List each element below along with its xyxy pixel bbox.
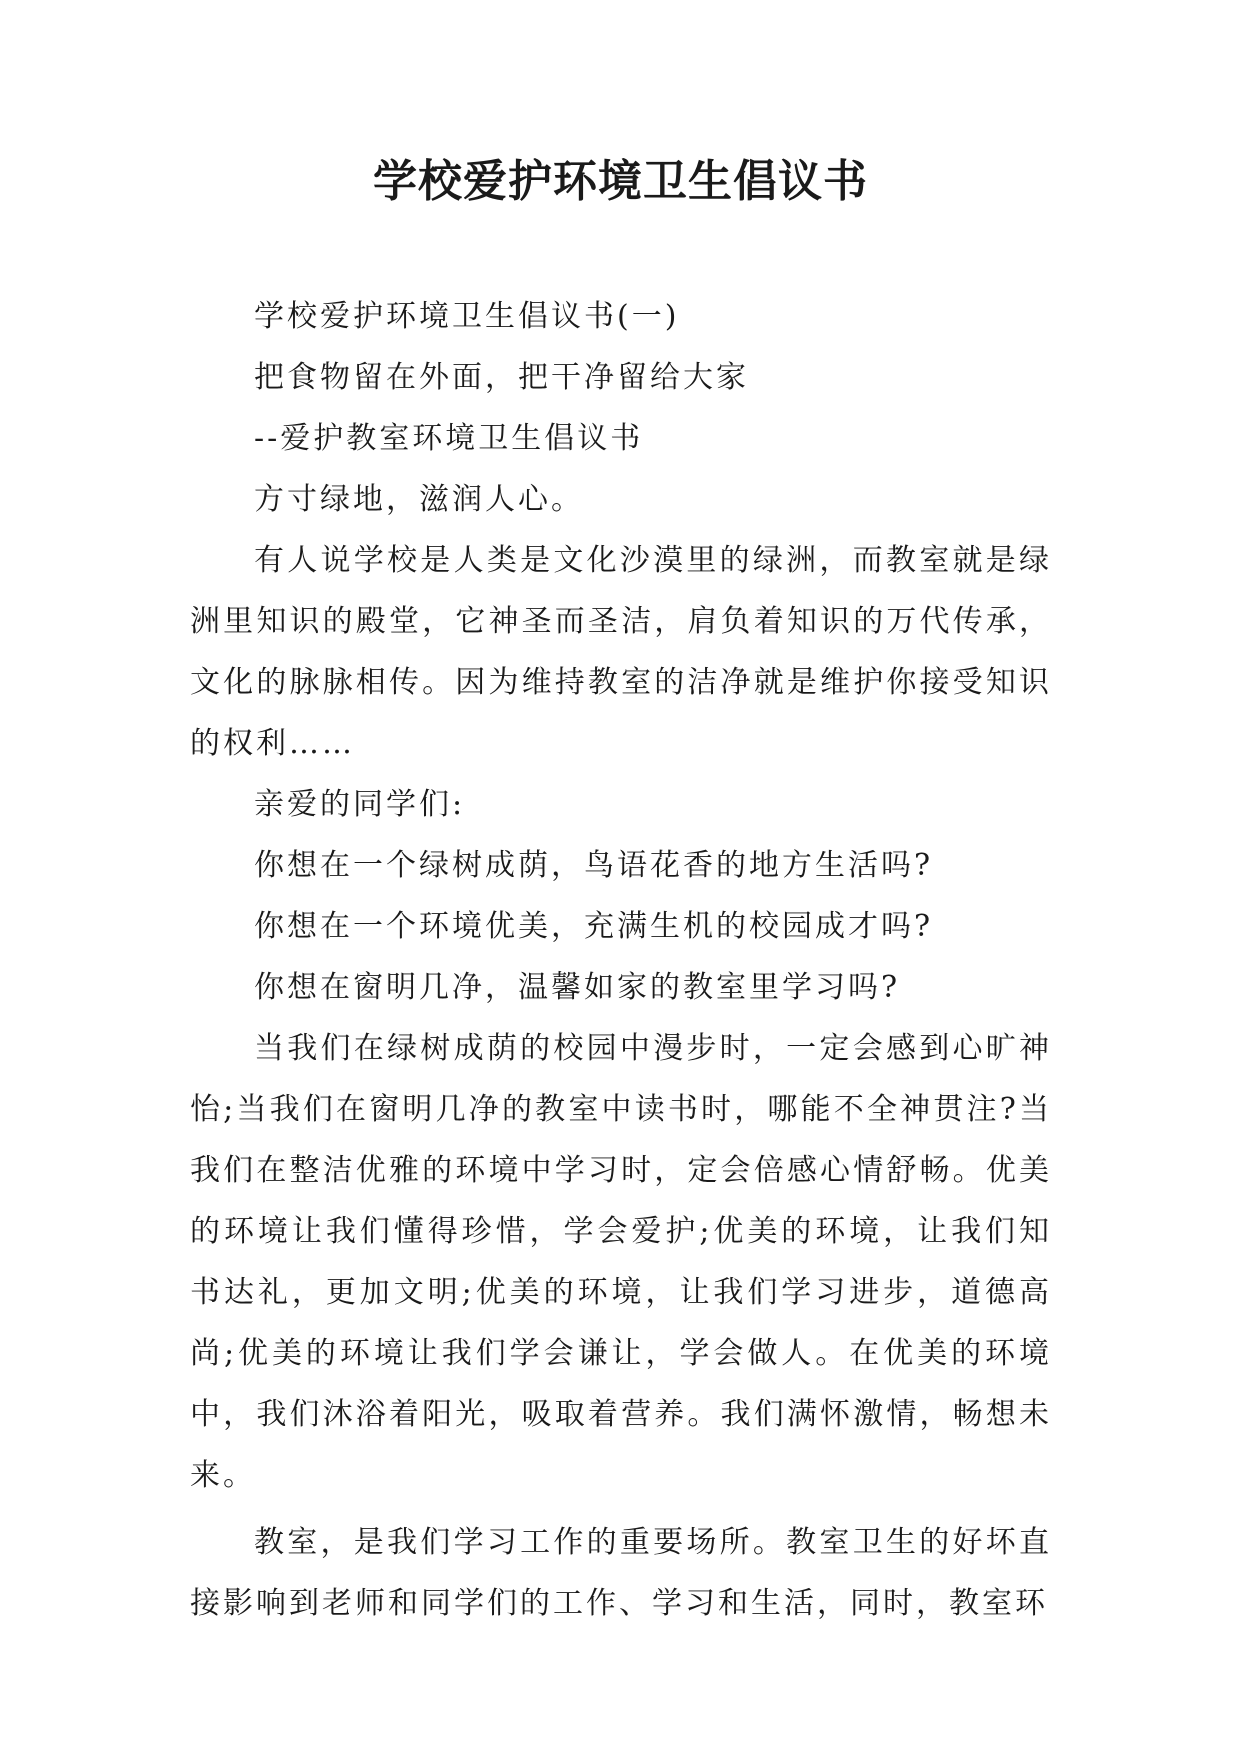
paragraph-slogan: 把食物留在外面，把干净留给大家 (254, 360, 749, 395)
paragraph-question: 你想在窗明几净，温馨如家的教室里学习吗? (254, 970, 901, 1005)
paragraph-question: 你想在一个绿树成荫，鸟语花香的地方生活吗? (254, 848, 934, 883)
paragraph-body: 有人说学校是人类是文化沙漠里的绿洲，而教室就是绿洲里知识的殿堂，它神圣而圣洁，肩负着知识的万代传承，文化的脉脉相传。因为维持教室的洁净就是维护你接受知识的权利…… (190, 543, 1052, 761)
paragraph-body: 教室，是我们学习工作的重要场所。教室卫生的好坏直接影响到老师和同学们的工作、学习和生活，同时，教室环 (190, 1525, 1052, 1621)
paragraph-greeting: 亲爱的同学们: (254, 787, 466, 822)
paragraph-question: 你想在一个环境优美，充满生机的校园成才吗? (254, 909, 934, 944)
document-body (190, 286, 1052, 1634)
paragraph-heading: --爱护教室环境卫生倡议书 (254, 421, 644, 456)
paragraph-body: 当我们在绿树成荫的校园中漫步时，一定会感到心旷神怡;当我们在窗明几净的教室中读书时，哪能不全神贯注?当我们在整洁优雅的环境中学习时，定会倍感心情舒畅。优美的环境让我们懂得珍惜，学会爱护;优美的环境，让我们知书达礼，更加文明;优美的环境，让我们学习进步，道德高尚;优美的环境让我们学会谦让，学会做人。在优美的环境中，我们沐浴着阳光，吸取着营养。我们满怀激情，畅想未来。 (190, 1031, 1052, 1493)
paragraph-subtitle: 学校爱护环境卫生倡议书(一) (254, 299, 680, 334)
document-title: 学校爱护环境卫生倡议书 (373, 156, 868, 207)
paragraph-intro: 方寸绿地，滋润人心。 (254, 482, 584, 517)
